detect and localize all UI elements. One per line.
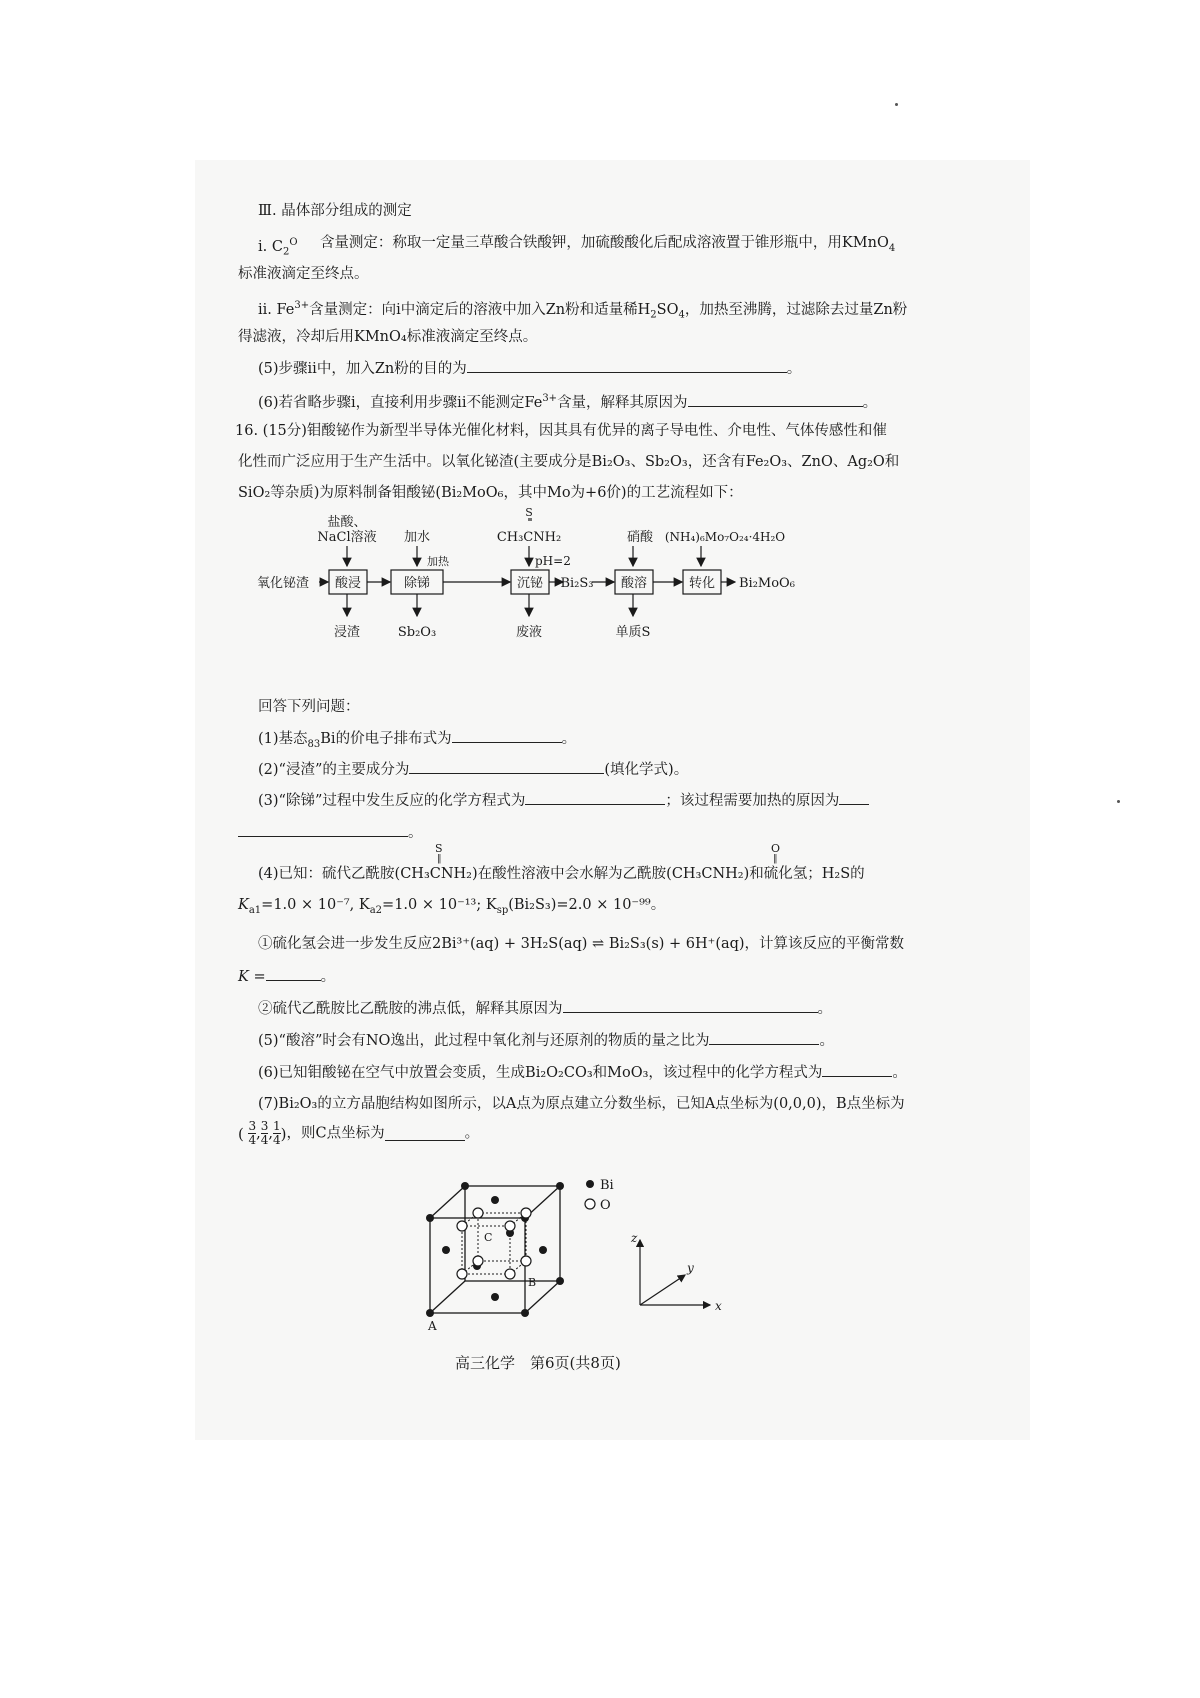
- flow-end: Bi₂MoO₆: [739, 576, 795, 591]
- condition-ph: pH=2: [535, 554, 571, 568]
- answer-blank[interactable]: [688, 392, 863, 407]
- part3-heading: Ⅲ. 晶体部分组成的测定: [258, 203, 412, 219]
- legend-bi: Bi: [600, 1178, 614, 1193]
- intermediate-bi2s3: Bi₂S₃: [560, 576, 594, 591]
- box-acid-leach: 酸浸: [334, 576, 362, 591]
- input-thio-s: S: [525, 506, 533, 519]
- part3-q5: (5)步骤ii中，加入Zn粉的目的为 。: [258, 358, 801, 379]
- input-nacl: NaCl溶液: [317, 530, 377, 545]
- q16-intro-2: 化性而广泛应用于生产生活中。以氧化铋渣(主要成分是Bi₂O₃、Sb₂O₃，还含有Fe₂O₃、ZnO、Ag₂O和: [238, 454, 900, 470]
- answer-blank[interactable]: [822, 1062, 892, 1077]
- point-a-label: A: [428, 1319, 437, 1333]
- step-i-line2: 标准液滴定至终点。: [238, 266, 369, 282]
- step-i-line1: i. $C_2^O$: [258, 237, 298, 258]
- q16-sub4-1: ①硫化氢会进一步发生反应2Bi³⁺(aq) + 3H₂S(aq) ⇌ Bi₂S₃(s) + 6H⁺(aq)，计算该反应的平衡常数: [258, 936, 905, 952]
- page-footer: 高三化学 第6页(共8页): [455, 1354, 621, 1372]
- output-waste: 废液: [515, 625, 543, 640]
- answer-blank[interactable]: [238, 822, 408, 837]
- answer-blank[interactable]: [563, 998, 818, 1013]
- answer-blank[interactable]: [266, 966, 321, 981]
- box-precipitate-bi: 沉铋: [516, 576, 544, 591]
- answer-blank[interactable]: [525, 790, 665, 805]
- input-hcl: 盐酸、: [327, 515, 367, 530]
- acetamide-formula: CH₃CNH₂: [671, 866, 744, 882]
- thio-s-atom: S: [435, 842, 443, 855]
- input-molybdate: (NH₄)₆Mo₇O₂₄·4H₂O: [664, 530, 786, 544]
- axis-x-label: x: [715, 1299, 722, 1313]
- input-thioacetamide: CH₃CNH₂: [496, 530, 562, 545]
- point-b-label: B: [528, 1276, 537, 1289]
- q16-prompt: 回答下列问题：: [258, 699, 360, 715]
- scan-speck: [895, 103, 898, 106]
- axis-y-label: y: [687, 1261, 694, 1275]
- input-nitric-acid: 硝酸: [626, 530, 654, 545]
- answer-blank[interactable]: [452, 728, 562, 743]
- q16-sub2: (2)“浸渣”的主要成分为 (填化学式)。: [258, 759, 688, 780]
- flow-start: 氧化铋渣: [257, 576, 310, 591]
- q16-sub4: (4)已知：硫代乙酰胺(CH₃CNH₂)在酸性溶液中会水解为乙酰胺(CH₃CNH₂)和硫化氢；H₂S的: [258, 866, 865, 882]
- step-i-text: 含量测定：称取一定量三草酸合铁酸钾，加硫酸酸化后配成溶液置于锥形瓶中，用KMnO$_4$: [319, 235, 896, 254]
- axis-z-label: z: [631, 1231, 638, 1245]
- amide-double-bond: ‖: [773, 854, 778, 864]
- output-residue: 浸渣: [333, 625, 361, 640]
- output-sulfur: 单质S: [615, 625, 651, 640]
- thio-double-bond: ‖: [437, 854, 442, 864]
- q16-sub4-2: ②硫代乙酰胺比乙酰胺的沸点低，解释其原因为 。: [258, 998, 832, 1019]
- q16-sub4-1-k: K = 。: [238, 966, 335, 987]
- q16-sub1: (1)基态$_{83}$Bi的价电子排布式为 。: [258, 728, 576, 755]
- part3-q6: (6)若省略步骤i，直接利用步骤ii不能测定$Fe^{3+}$含量，解释其原因为 。: [258, 393, 878, 411]
- answer-blank[interactable]: [467, 358, 787, 373]
- box-acid-dissolve: 酸溶: [620, 576, 648, 591]
- condition-heat: 加热: [427, 555, 449, 568]
- amide-o-atom: O: [771, 842, 781, 855]
- q16-sub6: (6)已知钼酸铋在空气中放置会变质，生成Bi₂O₂CO₃和MoO₃，该过程中的化学方程式为 。: [258, 1062, 907, 1083]
- input-water: 加水: [403, 530, 431, 545]
- q16-sub4-constants: $K_{a1}=1.0 \times 10^{-7}$, $K_{a2}=1.0 \times 10^{-13}$; $K_{sp}(Bi_2S_3)=2.0 \times 10^{-99}$。: [238, 897, 666, 916]
- legend-o-marker: [585, 1199, 595, 1209]
- legend-bi-marker: [586, 1180, 594, 1188]
- answer-blank[interactable]: [839, 790, 869, 805]
- coordinate-axes: [625, 1230, 735, 1350]
- box-convert: 转化: [688, 576, 716, 591]
- output-sb2o3: Sb₂O₃: [397, 625, 437, 640]
- step-ii-line1: ii. $Fe^{3+}$含量测定：向i中滴定后的溶液中加入Zn粉和适量稀$H_2SO_4$，加热至沸腾，过滤除去过量Zn粉: [258, 300, 908, 321]
- answer-blank[interactable]: [409, 759, 604, 774]
- thioacetamide-formula: CH₃CNH₂: [400, 866, 472, 882]
- scan-speck: [1117, 800, 1120, 803]
- q16-sub7-coords: ( $\frac{3}{4}$ , $\frac{3}{4}$ , $\frac{1}{4}$ )，则C点坐标为 。: [238, 1119, 480, 1147]
- box-remove-sb: 除锑: [403, 576, 431, 591]
- q16-intro-1: 16. (15分)钼酸铋作为新型半导体光催化材料，因其具有优异的离子导电性、介电性、气体传感性和催: [235, 423, 887, 439]
- answer-blank[interactable]: [709, 1030, 819, 1045]
- step-ii-line2: 得滤液，冷却后用KMnO₄标准液滴定至终点。: [238, 329, 538, 345]
- answer-blank[interactable]: [385, 1126, 465, 1141]
- q16-intro-3: SiO₂等杂质)为原料制备钼酸铋(Bi₂MoO₆，其中Mo为+6价)的工艺流程如下：: [238, 485, 743, 501]
- q16-sub5: (5)“酸溶”时会有NO逸出，此过程中氧化剂与还原剂的物质的量之比为 。: [258, 1030, 834, 1051]
- q16-sub3: (3)“除锑”过程中发生反应的化学方程式为 ；该过程需要加热的原因为: [258, 790, 869, 811]
- process-flowchart: [257, 506, 915, 658]
- q16-sub7: (7)Bi₂O₃的立方晶胞结构如图所示，以A点为原点建立分数坐标，已知A点坐标为(0,0,0)，B点坐标为: [258, 1096, 905, 1112]
- q16-sub3-cont: 。: [238, 822, 423, 843]
- point-c-label: C: [484, 1231, 493, 1244]
- legend-o: O: [600, 1198, 611, 1213]
